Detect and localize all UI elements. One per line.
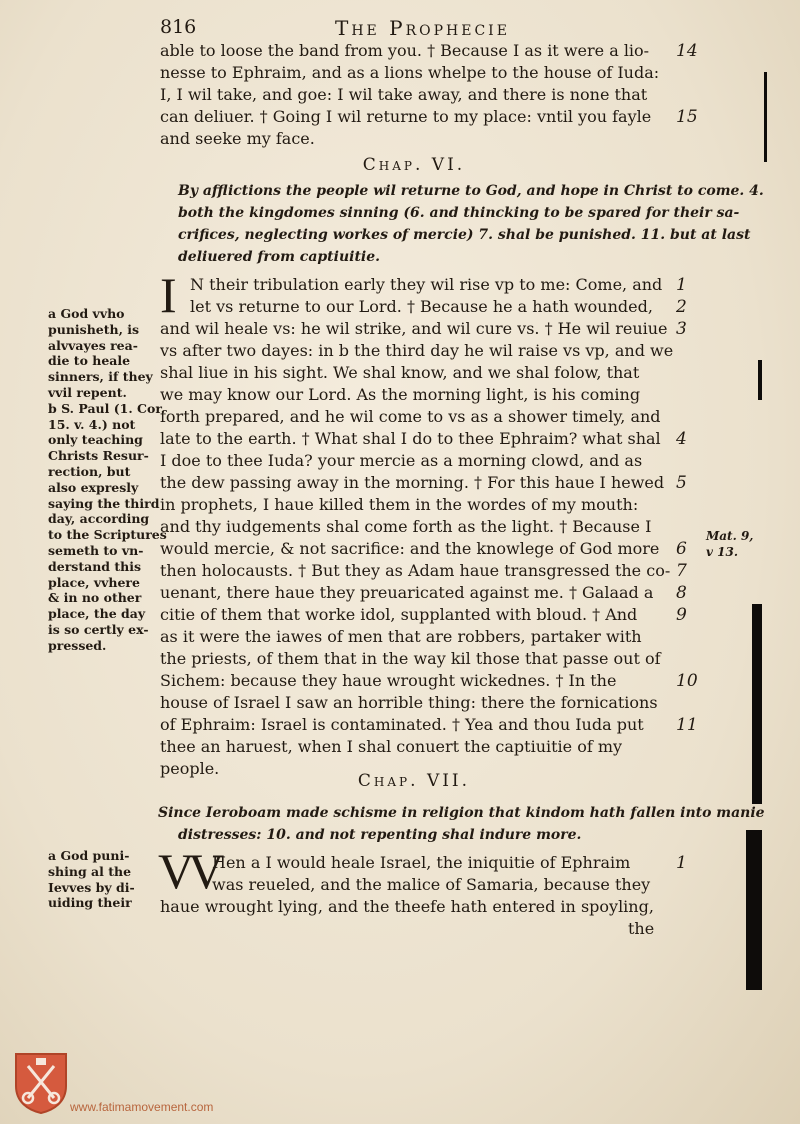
cross-reference-line: v 13. <box>706 545 739 559</box>
watermark: www.fatimamovement.com <box>70 1100 214 1114</box>
text-line: I doe to thee Iuda? your mercie as a morning clowd, and as <box>160 451 643 470</box>
chapter-6-summary-line: both the kingdomes sinning (6. and thincking to be spared for their sa- <box>178 205 740 221</box>
text-line: in prophets, I haue killed them in the wordes of my mouth: <box>160 495 639 514</box>
margin-note-line: place, the day <box>48 606 146 622</box>
running-title: The Prophecie <box>335 16 510 40</box>
page-number: 816 <box>160 16 197 38</box>
margin-note-line: Ievves by di- <box>48 879 135 895</box>
margin-note-line: b S. Paul (1. Cor. <box>48 400 166 416</box>
text-line: and seeke my face. <box>160 129 315 148</box>
verse-number: 1 <box>676 275 687 295</box>
margin-note-line: day, according <box>48 511 150 527</box>
text-line: Sichem: because they haue wrought wickednes. † In the <box>160 671 617 690</box>
chapter-6-heading: Chap. VI. <box>362 155 466 175</box>
gutter-shadow <box>752 604 762 804</box>
crossed-keys-shield-icon <box>14 1052 68 1114</box>
chapter-6-dropcap: I <box>160 267 177 323</box>
text-line: nesse to Ephraim, and as a lions whelpe to the house of Iuda: <box>160 63 660 82</box>
text-line: would mercie, & not sacrifice: and the knowlege of God more <box>160 539 660 558</box>
gutter-shadow <box>758 360 762 400</box>
verse-number: 9 <box>676 605 687 625</box>
margin-note-line: only teaching <box>48 432 143 448</box>
chapter-6-summary-line: By afflictions the people wil returne to God, and hope in Christ to come. 4. <box>178 183 764 199</box>
margin-note-line: also expresly <box>48 479 139 495</box>
text-line: thee an haruest, when I shal conuert the captiuitie of my <box>160 737 623 756</box>
chapter-7-heading: Chap. VII. <box>357 771 471 791</box>
margin-note-line: shing al the <box>48 863 132 879</box>
margin-note-line: semeth to vn- <box>48 542 144 558</box>
text-line: let vs returne to our Lord. † Because he a hath wounded, <box>190 297 653 316</box>
text-line: and thy iudgements shal come forth as the light. † Because I <box>160 517 652 536</box>
text-line: was reueled, and the malice of Samaria, because they <box>212 875 651 894</box>
margin-note-line: punisheth, is <box>48 321 140 337</box>
chapter-7-dropcap: VV <box>158 843 219 899</box>
text-line: and wil heale vs: he wil strike, and wil cure vs. † He wil reuiue <box>160 319 668 338</box>
text-line: the priests, of them that in the way kil those that passe out of <box>160 649 661 668</box>
text-line: we may know our Lord. As the morning light, is his coming <box>160 385 641 404</box>
margin-note-line: saying the third <box>48 495 160 511</box>
verse-number: 5 <box>676 473 687 493</box>
chapter-6-summary-line: deliuered from captiuitie. <box>178 249 381 265</box>
catchword: the <box>628 919 655 938</box>
margin-note-line: vvil repent. <box>48 384 127 400</box>
text-line: shal liue in his sight. We shal know, and we shal folow, that <box>160 363 640 382</box>
text-line: citie of them that worke idol, supplanted with bloud. † And <box>160 605 638 624</box>
gutter-shadow <box>746 830 762 990</box>
margin-note <box>48 848 156 911</box>
text-line: N their tribulation early they wil rise vp to me: Come, and <box>190 275 663 294</box>
verse-number: 7 <box>676 561 687 581</box>
text-line: able to loose the band from you. † Because I as it were a lio- <box>160 41 650 60</box>
text-line: the dew passing away in the morning. † For this haue I hewed <box>160 473 665 492</box>
cross-reference-line: Mat. 9, <box>706 529 754 543</box>
verse-number: 14 <box>676 41 698 61</box>
margin-note-line: Christs Resur- <box>48 448 149 464</box>
text-line: people. <box>160 759 220 778</box>
margin-note-line: a God puni- <box>48 848 130 863</box>
verse-number: 2 <box>676 297 687 317</box>
margin-note-line: place, vvhere <box>48 574 140 590</box>
margin-note-line: is so certly ex- <box>48 621 149 637</box>
verse-number: 6 <box>676 539 687 559</box>
verse-number: 10 <box>676 671 698 691</box>
text-line: can deliuer. † Going I wil returne to my place: vntil you fayle <box>160 107 652 126</box>
verse-number: 15 <box>676 107 698 127</box>
text-line: house of Israel I saw an horrible thing: there the fornications <box>160 693 658 712</box>
text-line: forth prepared, and he wil come to vs as a shower timely, and <box>160 407 661 426</box>
margin-note-line: a God vvho <box>48 306 125 321</box>
text-line: haue wrought lying, and the theefe hath entered in spoyling, <box>160 897 654 916</box>
margin-note-line: pressed. <box>48 637 107 653</box>
text-line: as it were the iawes of men that are robbers, partaker with <box>160 627 642 646</box>
margin-note-line: rection, but <box>48 463 131 479</box>
margin-note-line: to the Scriptures <box>48 527 167 543</box>
text-line: late to the earth. † What shal I do to thee Ephraim? what shal <box>160 429 661 448</box>
verse-number: 8 <box>676 583 687 603</box>
text-line: of Ephraim: Israel is contaminated. † Yea and thou Iuda put <box>160 715 644 734</box>
chapter-6-summary-line: crifices, neglecting workes of mercie) 7. shal be punished. 11. but at last <box>178 227 751 243</box>
margin-note-line: alvvayes rea- <box>48 337 138 353</box>
margin-note-line: sinners, if they <box>48 369 153 385</box>
verse-number: 11 <box>676 715 698 735</box>
text-line: uenant, there haue they preuaricated against me. † Galaad a <box>160 583 654 602</box>
gutter-shadow <box>764 72 767 162</box>
margin-note <box>48 306 167 654</box>
text-line: Hen a I would heale Israel, the iniquitie of Ephraim <box>212 853 631 872</box>
verse-number: 4 <box>676 429 687 449</box>
text-line: vs after two dayes: in b the third day he wil raise vs vp, and we <box>160 341 674 360</box>
margin-note-line: die to heale <box>48 353 131 369</box>
margin-note-line: derstand this <box>48 558 142 574</box>
chapter-7-summary-line: Since Ieroboam made schisme in religion that kindom hath fallen into manie <box>158 805 765 821</box>
margin-note-line: 15. v. 4.) not <box>48 416 136 432</box>
margin-note-line: & in no other <box>48 590 142 606</box>
verse-number: 1 <box>676 853 687 873</box>
verse-number: 3 <box>676 319 687 339</box>
text-line: then holocausts. † But they as Adam haue transgressed the co- <box>160 561 671 580</box>
cross-reference <box>706 528 753 560</box>
text-line: I, I wil take, and goe: I wil take away, and there is none that <box>160 85 648 104</box>
margin-note-line: uiding their <box>48 895 132 911</box>
chapter-7-summary-line: distresses: 10. and not repenting shal indure more. <box>178 827 582 843</box>
